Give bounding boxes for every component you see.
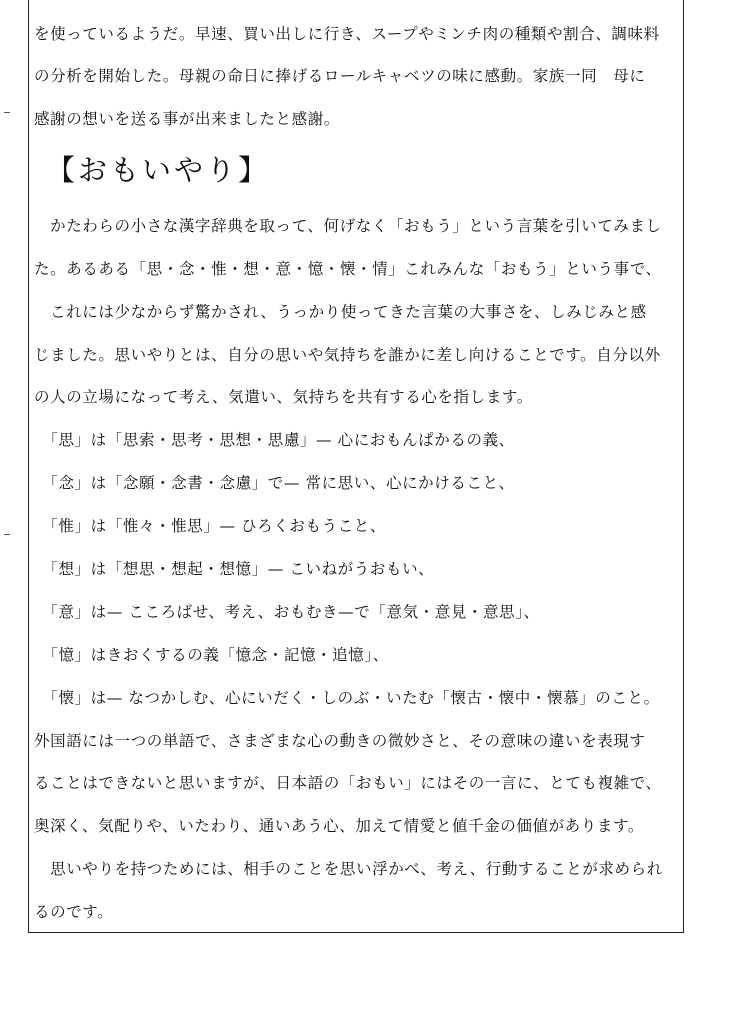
scan-edge-mark (4, 112, 10, 113)
intro-line: を使っているようだ。早速、買い出しに行き、スープやミンチ肉の種類や割合、調味料 (34, 25, 660, 43)
body-line: の人の立場になって考え、気遣い、気持ちを共有する心を指します。 (34, 388, 533, 406)
intro-line: の分析を開始した。母親の命日に捧げるロールキャベツの味に感動。家族一同 母に (34, 67, 646, 85)
body-line: 「想」は「想思・想起・想憶」— こいねがうおもい、 (34, 560, 435, 578)
body-line: 「意」は— こころばせ、考え、おもむき—で「意気・意見・意思」、 (34, 603, 540, 621)
body-line: ることはできないと思いますが、日本語の「おもい」にはその一言に、とても複雑で、 (34, 774, 662, 792)
body-line: るのです。 (34, 903, 114, 921)
scan-edge-mark (4, 534, 10, 535)
intro-line: 感謝の想いを送る事が出来ましたと感謝。 (34, 110, 340, 128)
section-heading: 【おもいやり】 (46, 153, 271, 187)
body-line: 「懐」は— なつかしむ、心にいだく・しのぶ・いたむ「懐古・懐中・懐慕」のこと。 (34, 689, 660, 707)
body-line: じました。思いやりとは、自分の思いや気持ちを誰かに差し向けることです。自分以外 (34, 346, 661, 364)
body-line: 「憶」はきおくするの義「憶念・記憶・追憶」、 (34, 646, 389, 664)
body-line: た。あるある「思・念・惟・想・意・憶・懐・情」これみんな「おもう」という事で、 (34, 260, 662, 278)
body-line: 奥深く、気配りや、いたわり、通いあう心、加えて情愛と値千金の価値があります。 (34, 817, 644, 835)
body-line: 外国語には一つの単語で、さまざまな心の動きの微妙さと、その意味の違いを表現す (34, 732, 646, 750)
page-border (28, 0, 684, 933)
body-line: かたわらの小さな漢字辞典を取って、何げなく「おもう」という言葉を引いてみまし (34, 217, 662, 235)
body-line: 思いやりを持つためには、相手のことを思い浮かべ、考え、行動することが求められ (34, 860, 663, 878)
body-line: 「思」は「思索・思考・思想・思慮」— 心におもんぱかるの義、 (34, 431, 515, 449)
body-line: 「惟」は「惟々・惟思」— ひろくおもうこと、 (34, 517, 386, 535)
body-line: これには少なからず驚かされ、うっかり使ってきた言葉の大事さを、しみじみと感 (34, 303, 647, 321)
body-line: 「念」は「念願・念書・念慮」で— 常に思い、心にかけること、 (34, 474, 515, 492)
